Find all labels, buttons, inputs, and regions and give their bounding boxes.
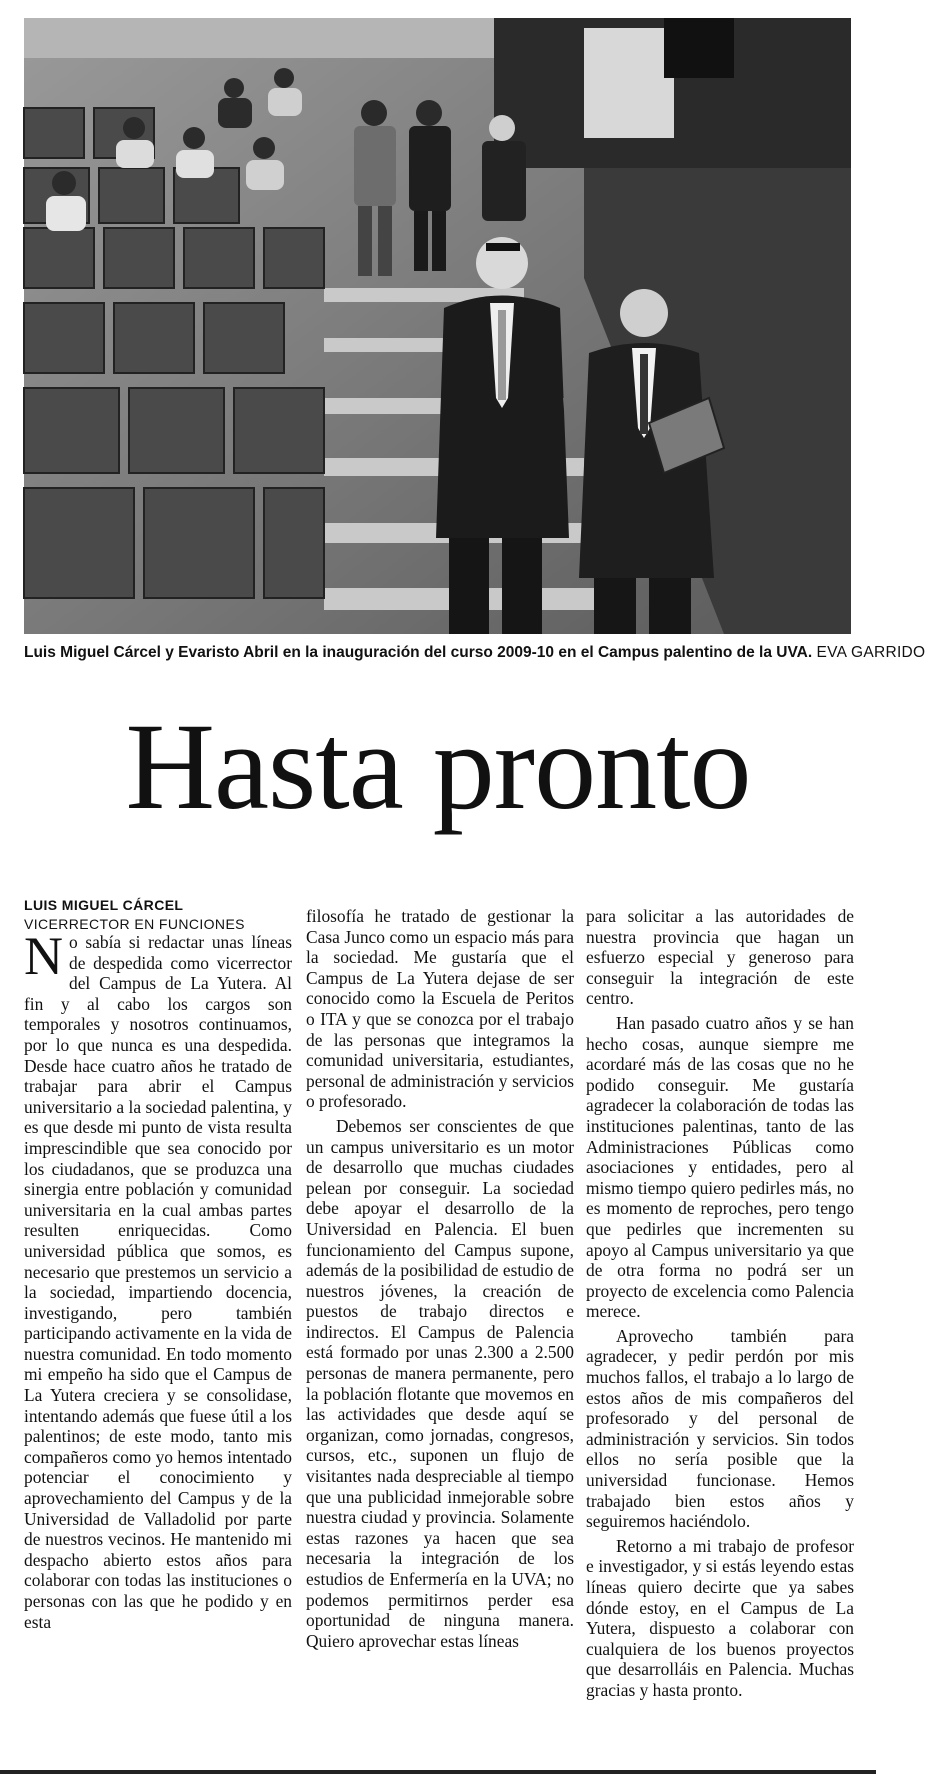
caption-text: Luis Miguel Cárcel y Evaristo Abril en la inauguración del curso 2009-10 en el Campus palentino de la UVA. — [24, 644, 813, 661]
paragraph: Retorno a mi trabajo de profesor e investigador, y si estás leyendo estas líneas quiero decirte que ya sabes dónde estoy, en el Campus de La Yutera, dispuesto a colaborar con cualquiera de los buenos proyectos que desarrolláis en Palencia. Muchas gracias y hasta pronto. — [586, 1535, 854, 1700]
author-role: VICERRECTOR EN FUNCIONES — [24, 916, 245, 932]
photo-credit: EVA GARRIDO — [816, 644, 925, 661]
auditorium-photo-illustration — [24, 18, 851, 634]
paragraph: Aprovecho también para agradecer, y pedir perdón por mis muchos fallos, el trabajo a lo largo de estos años de mis compañeros del profesorado y del personal de administración y servicios. Sin todos ellos no sería posible que la universidad funcionase. Hemos trabajado bien estos años y seguiremos haciéndolo. — [586, 1325, 854, 1532]
paragraph: filosofía he tratado de gestionar la Casa Junco como un espacio más para la sociedad. Me gustaría que el Campus de La Yutera dejase de ser conocido como la Escuela de Peritos o ITA y que se conozca por el trabajo de las personas que integramos la comunidad universitaria, estudiantes, personal de administración y servicios o profesorado. — [306, 906, 574, 1112]
headline: Hasta pronto — [125, 698, 751, 835]
photo-caption — [24, 644, 925, 662]
byline — [24, 896, 292, 934]
bottom-rule — [0, 1770, 876, 1774]
article-column-2 — [306, 906, 574, 1651]
paragraph: Han pasado cuatro años y se han hecho cosas, aunque siempre me acordaré más de las cosas que no he podido conseguir. Me gustaría agradecer la colaboración de todas las instituciones palentinas, tanto de las Administraciones Públicas como asociaciones y entidades, pero al mismo tiempo quiero pedirles más, no es momento de reproches, pero tengo que pedirles que incrementen su apoyo al Campus universitario ya que de otra forma no podrá ser un proyecto de excelencia como Palencia merece. — [586, 1012, 854, 1322]
paragraph: para solicitar a las autoridades de nuestra provincia que hagan un esfuerzo especial y generoso para conseguir la integración de este centro. — [586, 906, 854, 1009]
paragraph-text: o sabía si redactar unas líneas de despedida como vicerrector del Campus de La Yutera. Al fin y al cabo los cargos son temporales y nosotros continuamos, por lo que nunca es una despedida. Desde hace cuatro años he tratado de trabajar para abrir el Campus universitario a la sociedad palentina, y es que desde mi punto de vista resulta imprescindible que sea conocido por los ciudadanos, que se produzca una sinergia entre población y comunidad universitaria en la cual ambas partes resulten enriquecidas. Como universidad pública que somos, es necesario que prestemos un servicio a la sociedad, impartiendo docencia, investigando, pero también participando activamente en la vida de nuestra comunidad. En todo momento mi empeño ha sido que el Campus de La Yutera creciera y se consolidase, intentando además que fuese útil a los palentinos; de este modo, tanto mis compañeros como yo hemos intentado potenciar el conocimiento y aprovechamiento del Campus y de la Universidad de Valladolid por parte de nuestros vecinos. He mantenido mi despacho abierto estos años para colaborar con todas las instituciones o personas con las que he podido y en esta — [24, 932, 292, 1632]
author-name: LUIS MIGUEL CÁRCEL — [24, 897, 184, 913]
article-photo — [24, 18, 851, 634]
paragraph: Debemos ser conscientes de que un campus universitario es un motor de desarrollo que muchas ciudades pelean por conseguir. La sociedad debe apoyar el desarrollo de la Universidad en Palencia. El buen funcionamiento del Campus supone, además de la posibilidad de estudio de nuestros jóvenes, la creación de puestos de trabajo directos e indirectos. El Campus de Palencia está formado por unas 2.300 a 2.500 personas de manera permanente, pero la población flotante que movemos en las actividades que desde aquí se organizan, como jornadas, congresos, cursos, etc., suponen un flujo de visitantes nada despreciable al tiempo que una publicidad inmejorable sobre nuestra ciudad y provincia. Solamente estas razones ya hacen que sea necesaria la integración de los estudios de Enfermería en la UVA; no podemos permitirnos perder esa oportunidad de ninguna manera. Quiero aprovechar estas líneas — [306, 1115, 574, 1651]
article-column-3 — [586, 906, 854, 1701]
drop-cap: N — [24, 926, 63, 986]
paragraph — [24, 926, 292, 1632]
